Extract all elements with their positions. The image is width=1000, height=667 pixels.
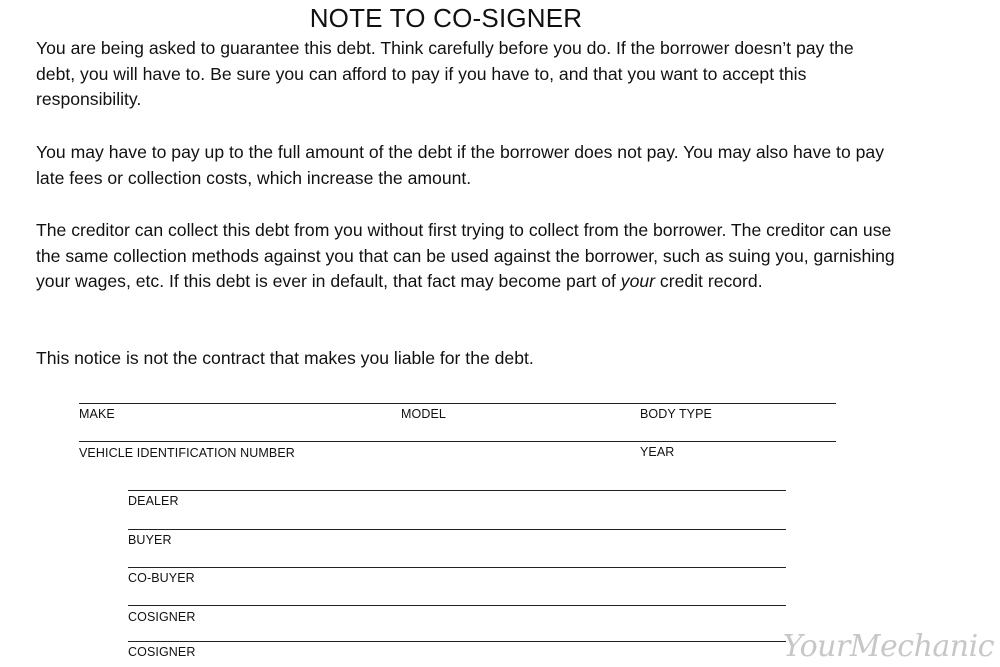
vin-year-line[interactable] [79, 441, 836, 442]
paragraph-not-contract: This notice is not the contract that makes you liable for the debt. [36, 348, 534, 368]
paragraph-collection [36, 218, 896, 295]
co-buyer-line[interactable] [128, 567, 786, 568]
year-label: YEAR [640, 445, 675, 459]
paragraph-guarantee-warning: You are being asked to guarantee this debt. Think carefully before you do. If the borrower doesn’t pay the debt, you will have to. Be sure you can afford to pay if you have to, and that you want to accept this responsibility. [36, 38, 854, 109]
paragraph-collection-emphasis: your [620, 271, 656, 291]
body-type-label: BODY TYPE [640, 407, 712, 421]
buyer-label: BUYER [128, 533, 172, 547]
yourmechanic-watermark-logo: YourMechanic [782, 629, 994, 664]
buyer-line[interactable] [128, 529, 786, 530]
cosigner-label-2: COSIGNER [128, 645, 196, 659]
make-model-bodytype-line[interactable] [79, 403, 836, 404]
model-label: MODEL [401, 407, 446, 421]
cosigner-label-1: COSIGNER [128, 610, 196, 624]
dealer-line[interactable] [128, 490, 786, 491]
document-title: NOTE TO CO-SIGNER [309, 3, 583, 33]
paragraph-collection-text: The creditor can collect this debt from you without first trying to collect from the borrower. The creditor can use the same collection methods against you that can be used against the borrower, such as suing you, garnishing your wages, etc. If this debt is ever in default, that fact may become part of [36, 220, 895, 291]
cosigner-line-2[interactable] [128, 641, 786, 642]
make-label: MAKE [79, 407, 115, 421]
co-buyer-label: CO-BUYER [128, 571, 195, 585]
paragraph-full-amount: You may have to pay up to the full amount of the debt if the borrower does not pay. You may also have to pay late fees or collection costs, which increase the amount. [36, 142, 884, 188]
vin-label: VEHICLE IDENTIFICATION NUMBER [79, 446, 295, 460]
paragraph-collection-end: credit record. [655, 271, 763, 291]
dealer-label: DEALER [128, 494, 179, 508]
cosigner-line-1[interactable] [128, 605, 786, 606]
